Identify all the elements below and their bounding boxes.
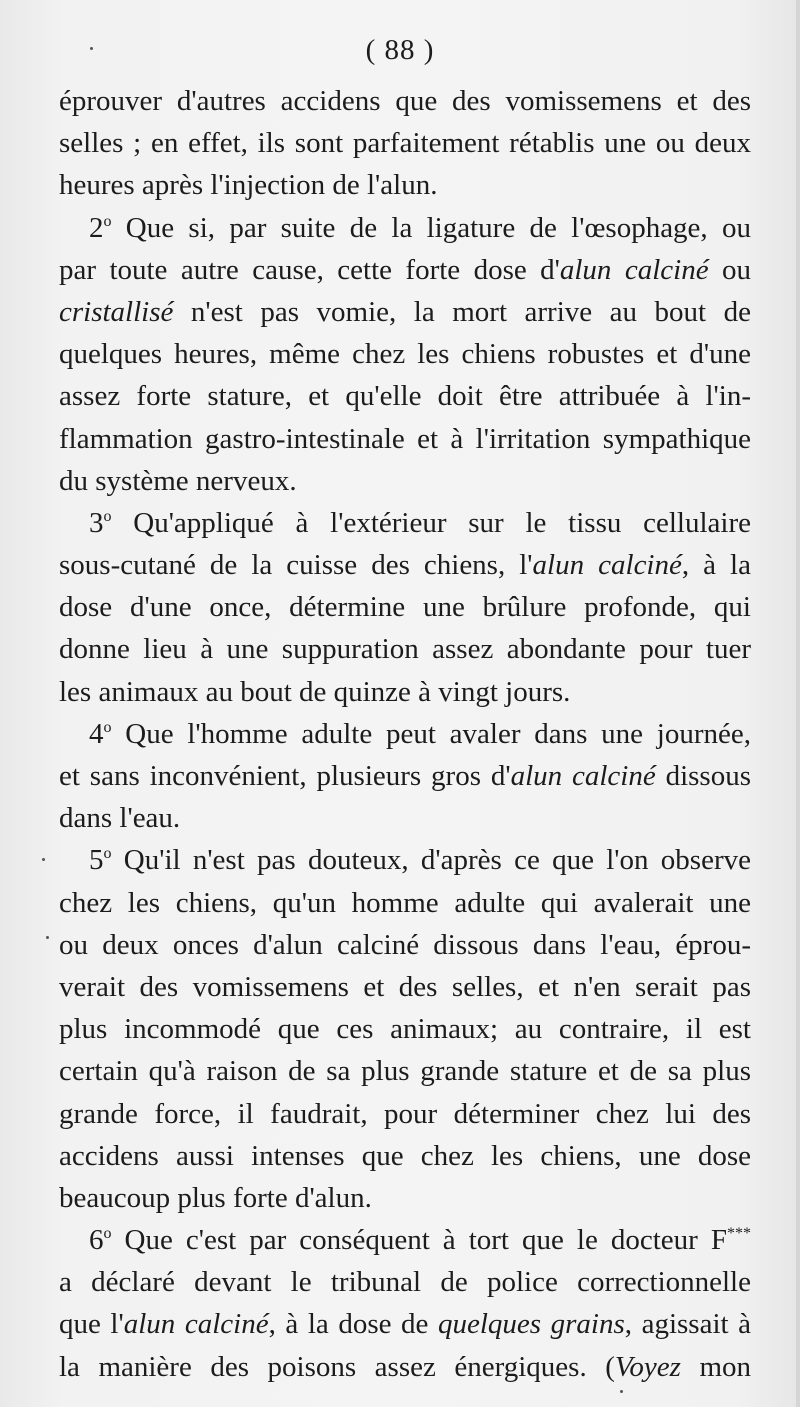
page-edge-shadow [796,0,800,1407]
text-line [59,207,751,249]
text-line [59,1346,751,1388]
italic-text: alun calciné [532,549,682,582]
print-speck [90,47,93,50]
text-line [59,839,751,881]
superscript-text: o [103,718,112,736]
print-speck [42,858,45,861]
text-line [59,924,751,966]
text-segment: dissous [655,760,751,792]
text-segment: 2 [89,211,104,244]
text-line [59,1135,751,1177]
print-speck [620,1390,623,1393]
text-segment: dose d'une once, détermine une brûlure profonde, qui [59,591,751,624]
text-segment: les animaux au bout de quinze à vingt jours. [59,675,571,708]
text-line [59,502,751,544]
text-line [59,291,751,333]
text-segment: 5 [89,844,104,877]
text-segment: verait des vomissemens et des selles, et n'en serait pas [59,970,751,1003]
italic-text: alun calciné [559,253,709,286]
text-segment: mon [680,1350,751,1383]
page-number: ( 88 ) [365,34,435,66]
superscript-text: o [103,507,112,525]
italic-text: Voyez [614,1350,681,1383]
italic-text: alun calciné [510,760,656,792]
text-segment: Que si, par suite de la ligature de l'œsophage, ou [111,211,751,244]
text-line [59,713,751,755]
text-line [59,1261,751,1303]
text-line [59,164,751,206]
text-line [59,544,751,586]
text-line [59,122,751,164]
text-line [59,628,751,670]
text-line [59,882,751,924]
superscript-text: *** [727,1225,751,1243]
text-line [59,418,751,460]
text-line [59,333,751,375]
text-segment: , à la [681,549,751,582]
text-segment: plus incommodé que ces animaux; au contraire, il est [59,1013,751,1046]
italic-text: cristallisé [59,295,174,328]
text-segment: donne lieu à une suppuration assez abondante pour tuer [59,633,751,666]
text-segment: 4 [89,717,104,750]
body-text [59,80,751,1388]
text-segment: la manière des poisons assez énergiques. ( [59,1350,615,1383]
italic-text: quelques grains [437,1308,625,1341]
text-line [59,1219,751,1261]
text-segment: chez les chiens, qu'un homme adulte qui avalerait une [59,886,751,919]
text-line [59,586,751,628]
print-speck [46,936,49,939]
text-segment: certain qu'à raison de sa plus grande stature et de sa plus [59,1055,751,1088]
text-segment: du système nerveux. [59,464,297,497]
text-line [59,671,751,713]
text-line [59,460,751,502]
text-line [59,797,751,839]
text-segment: flammation gastro-intestinale et à l'irritation sympathique [59,422,751,455]
text-segment: , à la dose de [268,1308,438,1341]
text-segment: quelques heures, même chez les chiens robustes et d'une [59,338,751,371]
text-segment: éprouver d'autres accidens que des vomissemens et des [59,85,751,117]
text-line [59,755,751,797]
text-segment: beaucoup plus forte d'alun. [59,1181,372,1214]
text-segment: ou deux onces d'alun calciné dissous dans l'eau, éprou- [59,928,751,961]
text-segment: dans l'eau. [59,802,181,835]
text-line [59,1093,751,1135]
superscript-text: o [103,845,112,863]
text-segment: n'est pas vomie, la mort arrive au bout de [173,295,751,328]
text-line [59,1177,751,1219]
text-line [59,375,751,417]
text-segment: Que l'homme adulte peut avaler dans une journée, [111,717,751,750]
italic-text: alun calciné [123,1308,269,1341]
text-line [59,966,751,1008]
text-segment: et sans inconvénient, plusieurs gros d' [59,760,511,792]
text-segment: que l' [59,1308,124,1341]
text-line [59,80,751,122]
text-line [59,1008,751,1050]
superscript-text: o [103,1225,112,1243]
text-segment: Qu'il n'est pas douteux, d'après ce que l'on observe [111,844,751,877]
text-segment: selles ; en effet, ils sont parfaitement rétablis une ou deux [59,127,751,160]
text-segment: Qu'appliqué à l'extérieur sur le tissu cellulaire [111,506,751,539]
text-segment: assez forte stature, et qu'elle doit être attribuée à l'in- [59,380,751,413]
text-segment: heures après l'injection de l'alun. [59,169,438,202]
text-segment: , agissait à [624,1308,751,1341]
text-segment: Que c'est par conséquent à tort que le docteur F [111,1224,727,1257]
text-segment: par toute autre cause, cette forte dose d' [59,253,560,286]
text-segment: accidens aussi intenses que chez les chiens, une dose [59,1139,751,1172]
text-segment: grande force, il faudrait, pour déterminer chez lui des [59,1097,751,1130]
text-segment: 3 [89,506,104,539]
text-segment: 6 [89,1224,104,1257]
text-line [59,249,751,291]
text-line [59,1303,751,1345]
text-segment: a déclaré devant le tribunal de police correctionnelle [59,1266,751,1299]
text-segment: ou [708,253,751,286]
superscript-text: o [103,212,112,230]
text-segment: sous-cutané de la cuisse des chiens, l' [59,549,533,582]
text-line [59,1050,751,1092]
